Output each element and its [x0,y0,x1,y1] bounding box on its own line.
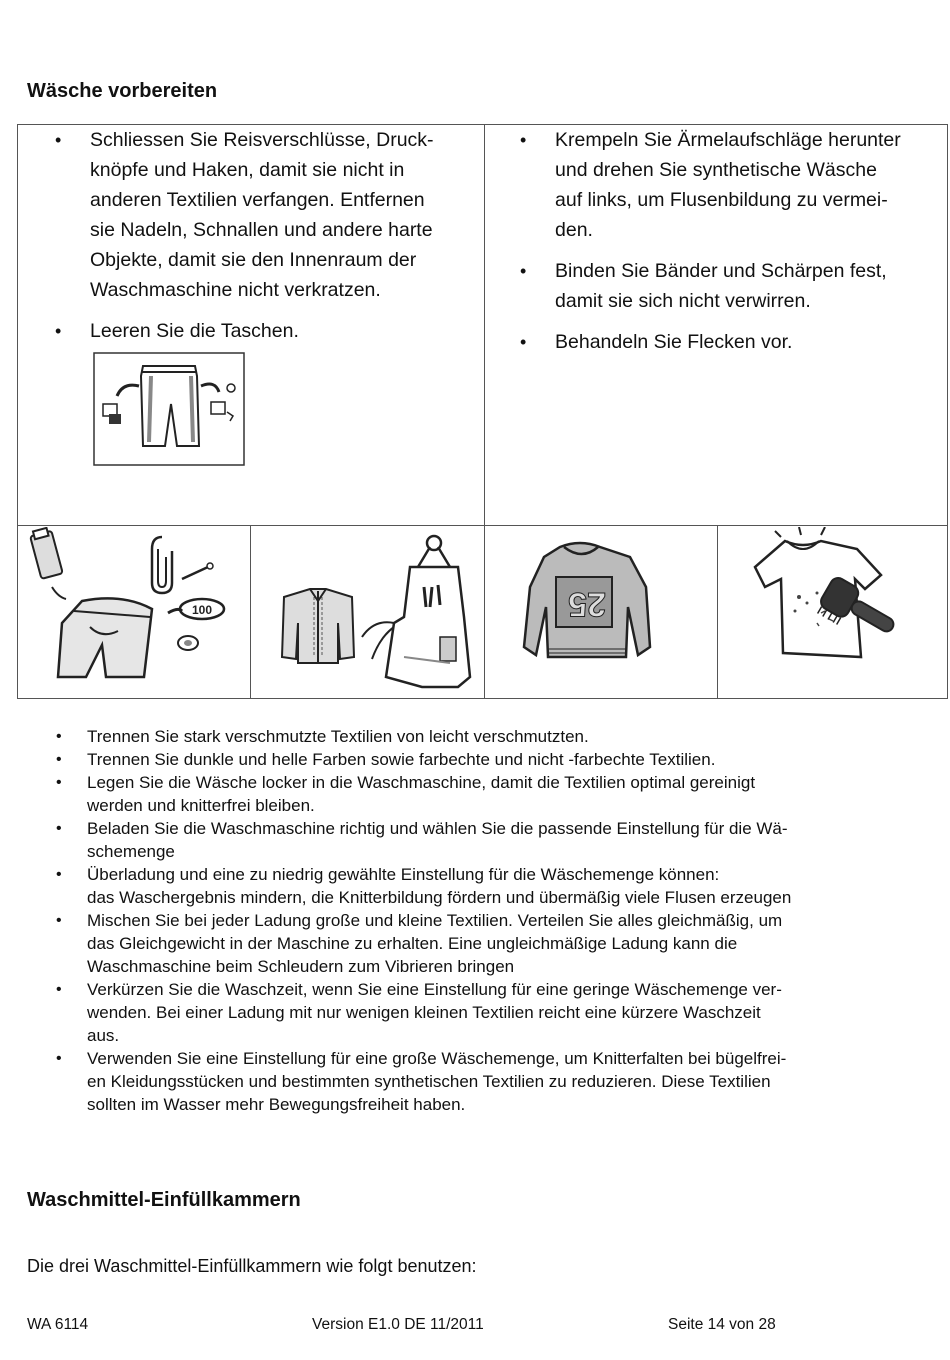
trousers-pocket-items-illustration [22,527,248,695]
table-list-item [520,125,940,245]
bullet-item-line: werden und knitterfrei bleiben. [87,796,315,815]
bullet-item-line: sollten im Wasser mehr Bewegungsfreiheit haben. [87,1095,466,1114]
table-list-item-line: • Krempeln Sie Ärmelaufschläge herunter [555,129,901,151]
jacket-zipper-illustration [282,589,354,663]
table-list-item-line: • Binden Sie Bänder und Schärpen fest, [555,260,887,282]
bullet-item-line: • Trennen Sie stark verschmutzte Textilien von leicht verschmutzten. [87,727,589,746]
table-list-item-line: sie Nadeln, Schnallen und andere harte [90,219,433,241]
jacket-apron-illustration [254,527,482,695]
bullet-item [52,909,932,978]
bullet-item [52,1047,932,1116]
bullet-item [52,748,932,771]
sweater-number: 25 [568,585,606,623]
bullet-item-line: Waschmaschine beim Schleudern zum Vibrieren bringen [87,957,515,976]
right-cell-list [520,125,940,368]
preparation-bullet-list [52,725,932,1116]
instruction-table [17,124,948,699]
table-list-item-line: • Behandeln Sie Flecken vor. [555,331,793,353]
detergent-intro-text: Die drei Waschmittel-Einfüllkammern wie folgt benutzen: [27,1256,477,1276]
table-list-item-line: Objekte, damit sie den Innenraum der [90,249,417,271]
bullet-item [52,863,932,909]
footer-model: WA 6114 [27,1316,89,1333]
bullet-item-line: das Waschergebnis mindern, die Knitterbildung fördern und übermäßig viele Flusen erzeugen [87,888,792,907]
bullet-item-line: • Trennen Sie dunkle und helle Farben sowie farbechte und nicht -farbechte Textilien. [87,750,716,769]
table-list-item-line: • Schliessen Sie Reisverschlüsse, Druck- [90,129,434,151]
footer-version: Version E1.0 DE 11/2011 [312,1316,484,1333]
table-divider-vertical-main [484,125,485,698]
bullet-item-line: • Legen Sie die Wäsche locker in die Waschmaschine, damit die Textilien optimal gereinigt [87,773,756,792]
table-divider-vertical-left [250,525,251,698]
section-heading-prepare: Wäsche vorbereiten [27,80,218,102]
table-list-item [520,256,940,316]
shirt-stain-brush-illustration [721,527,945,695]
table-list-item-line: auf links, um Flusenbildung zu vermei- [555,189,888,211]
table-divider-vertical-right [717,525,718,698]
footer-page: Seite 14 von 28 [668,1316,776,1333]
bullet-item [52,771,932,817]
bullet-item-line: das Gleichgewicht in der Maschine zu erhalten. Eine ungleichmäßige Ladung kann die [87,934,738,953]
table-list-item-line: Waschmaschine nicht verkratzen. [90,279,381,301]
table-list-item-line: knöpfe und Haken, damit sie nicht in [90,159,405,181]
bullet-item-line: aus. [87,1026,120,1045]
table-list-item-line: anderen Textilien verfangen. Entfernen [90,189,425,211]
bullet-item-line: schemenge [87,842,175,861]
table-list-item [55,125,475,305]
left-cell-list [55,125,475,357]
bullet-item [52,817,932,863]
sweater-inside-out-illustration [490,527,714,695]
bullet-item [52,978,932,1047]
bullet-item-line: • Beladen Sie die Waschmaschine richtig und wählen Sie die passende Einstellung für die Wä- [87,819,788,838]
table-list-item-line: damit sie sich nicht verwirren. [555,290,811,312]
bullet-item-line: • Verkürzen Sie die Waschzeit, wenn Sie eine Einstellung für eine geringe Wäschemenge ver- [87,980,782,999]
table-list-item-line: und drehen Sie synthetische Wäsche [555,159,877,181]
bullet-item-line: en Kleidungsstücken und bestimmten synthetischen Textilien zu reduzieren. Diese Textilien [87,1072,771,1091]
coin-label: 100 [192,603,213,617]
table-list-item-line: den. [555,219,593,241]
shorts-pocket-illustration [93,352,245,466]
bullet-item [52,725,932,748]
bullet-item-line: • Überladung und eine zu niedrig gewählte Einstellung für die Wäschemenge können: [87,865,720,884]
bullet-item-line: wenden. Bei einer Ladung mit nur wenigen kleinen Textilien reicht eine kürzere Waschzeit [87,1003,761,1022]
table-list-item [520,327,940,357]
bullet-item-line: • Verwenden Sie eine Einstellung für eine große Wäschemenge, um Knitterfalten bei bügelfrei- [87,1049,787,1068]
table-list-item [55,316,475,346]
bullet-item-line: • Mischen Sie bei jeder Ladung große und kleine Textilien. Verteilen Sie alles gleichmäßig, um [87,911,783,930]
table-list-item-line: • Leeren Sie die Taschen. [90,320,299,342]
section-heading-detergent: Waschmittel-Einfüllkammern [27,1189,301,1211]
apron-ties-illustration [362,536,470,687]
table-divider-horizontal [18,525,947,526]
